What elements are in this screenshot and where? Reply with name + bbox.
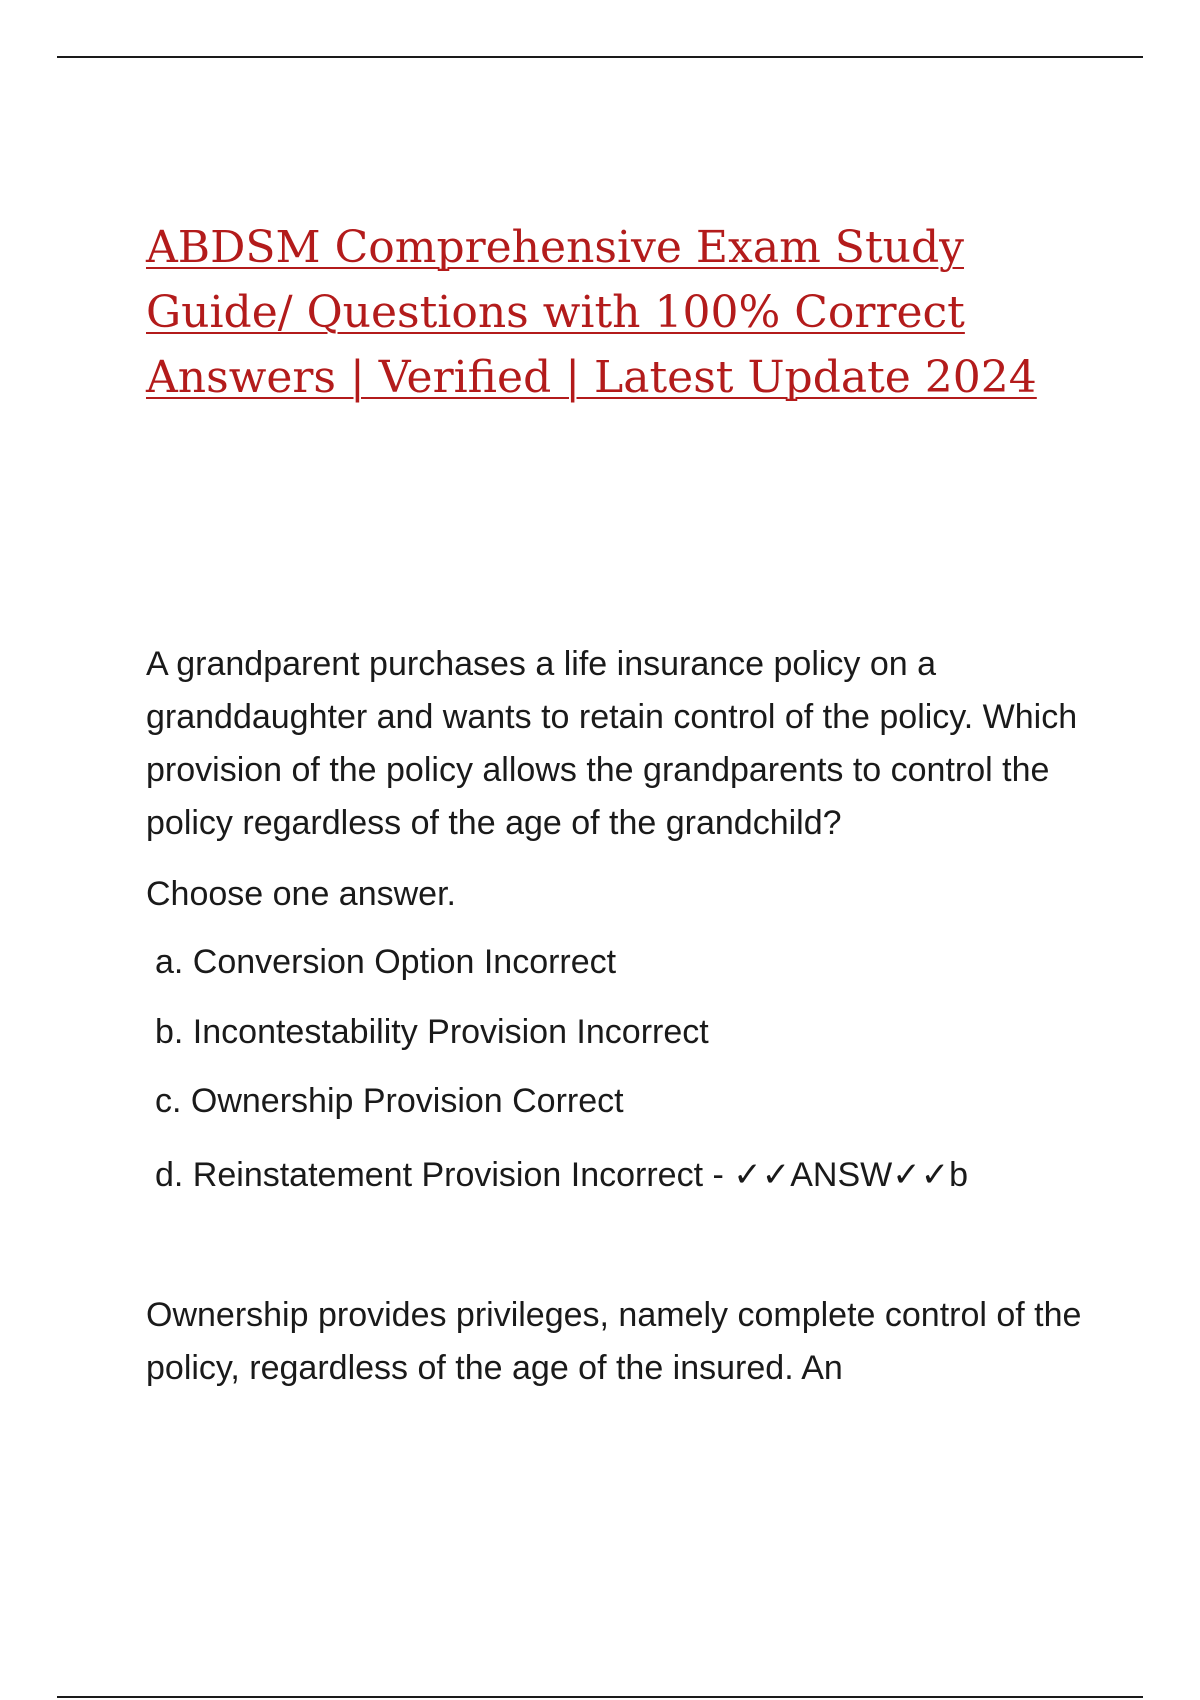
- answer-prompt: Choose one answer.: [146, 875, 456, 913]
- bottom-rule: [57, 1696, 1143, 1698]
- document-title: ABDSM Comprehensive Exam Study Guide/ Questions with 100% Correct Answers | Verified | Latest Update 2024: [146, 222, 1037, 403]
- option-d: d. Reinstatement Provision Incorrect - ✓✓ANSW✓✓b: [155, 1156, 969, 1194]
- top-rule: [57, 56, 1143, 58]
- question-text: A grandparent purchases a life insurance policy on a granddaughter and wants to retain control of the policy. Which provision of the policy allows the grandparents to control the policy regardless of the age of the grandchild?: [146, 645, 1078, 842]
- option-b: b. Incontestability Provision Incorrect: [155, 1013, 709, 1051]
- question-block: [146, 638, 1106, 850]
- option-c: c. Ownership Provision Correct: [155, 1082, 624, 1120]
- option-a: a. Conversion Option Incorrect: [155, 943, 617, 981]
- explanation-text: Ownership provides privileges, namely complete control of the policy, regardless of the age of the insured. An: [146, 1296, 1082, 1387]
